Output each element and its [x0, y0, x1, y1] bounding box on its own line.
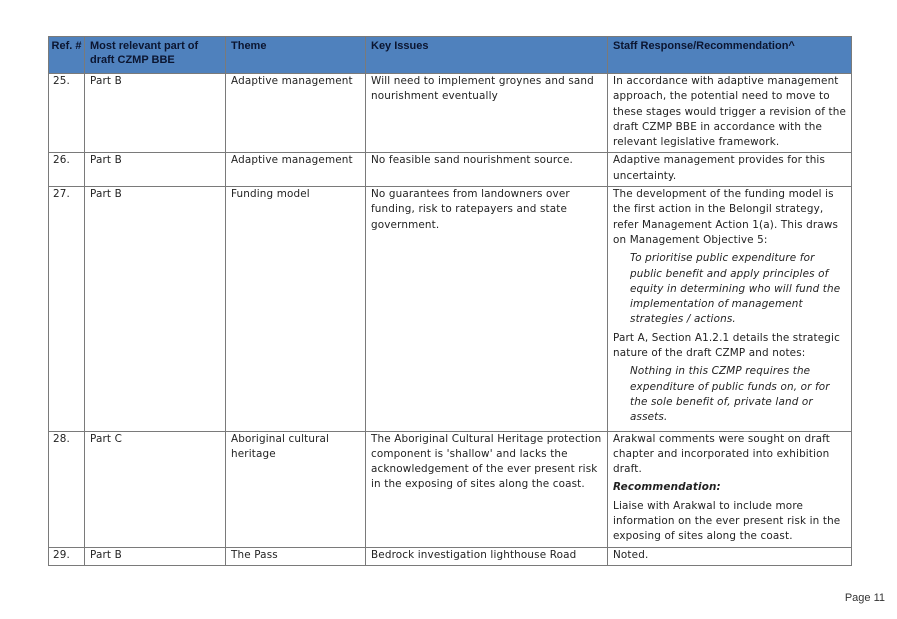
cell-part: Part B — [85, 153, 226, 187]
cell-issue: Bedrock investigation lighthouse Road — [366, 547, 608, 565]
table-row — [49, 431, 852, 547]
header-theme: Theme — [226, 37, 366, 74]
cell-ref: 28. — [49, 431, 85, 547]
cell-ref: 29. — [49, 547, 85, 565]
cell-part: Part B — [85, 547, 226, 565]
cell-part: Part C — [85, 431, 226, 547]
header-response: Staff Response/Recommendation^ — [608, 37, 852, 74]
cell-ref: 26. — [49, 153, 85, 187]
header-ref: Ref. # — [49, 37, 85, 74]
table-header — [49, 37, 852, 74]
response-paragraph: Part A, Section A1.2.1 details the strategic nature of the draft CZMP and notes: — [613, 331, 840, 360]
cell-response: Noted. — [608, 547, 852, 565]
cell-issue: The Aboriginal Cultural Heritage protection component is 'shallow' and lacks the acknowledgement of the ever present risk in the exposing of sites along the coast. — [366, 431, 608, 547]
cell-part: Part B — [85, 187, 226, 431]
cell-theme: The Pass — [226, 547, 366, 565]
header-part: Most relevant part of draft CZMP BBE — [85, 37, 226, 74]
response-paragraph: Arakwal comments were sought on draft chapter and incorporated into exhibition draft. — [613, 432, 831, 476]
cell-response — [608, 187, 852, 431]
cell-response — [608, 431, 852, 547]
cell-part: Part B — [85, 74, 226, 153]
page-number: Page 11 — [844, 592, 885, 604]
cell-ref: 25. — [49, 74, 85, 153]
header-issues: Key Issues — [366, 37, 608, 74]
response-paragraph: Liaise with Arakwal to include more information on the ever present risk in the exposing of sites along the coast. — [613, 499, 841, 543]
cell-theme: Adaptive management — [226, 153, 366, 187]
cell-issue: No feasible sand nourishment source. — [366, 153, 608, 187]
response-quote: To prioritise public expenditure for public benefit and apply principles of equity in determining who will fund the implementation of management strategies / actions. — [630, 252, 841, 326]
recommendation-heading: Recommendation: — [613, 481, 721, 494]
cell-response: In accordance with adaptive management approach, the potential need to move to these stages would trigger a revision of the draft CZMP BBE in accordance with the relevant legislative framework. — [608, 74, 852, 153]
cell-response: Adaptive management provides for this uncertainty. — [608, 153, 852, 187]
cell-issue: No guarantees from landowners over funding, risk to ratepayers and state government. — [366, 187, 608, 431]
table-row — [49, 153, 852, 187]
submissions-table — [48, 36, 852, 566]
cell-ref: 27. — [49, 187, 85, 431]
cell-theme: Funding model — [226, 187, 366, 431]
table-row — [49, 547, 852, 565]
table-row — [49, 187, 852, 431]
table-row — [49, 74, 852, 153]
cell-theme: Adaptive management — [226, 74, 366, 153]
cell-theme: Aboriginal cultural heritage — [226, 431, 366, 547]
response-paragraph: The development of the funding model is the first action in the Belongil strategy, refer Management Action 1(a). This draws on Management Objective 5: — [613, 188, 839, 246]
cell-issue: Will need to implement groynes and sand nourishment eventually — [366, 74, 608, 153]
header-row — [49, 37, 852, 74]
response-quote: Nothing in this CZMP requires the expenditure of public funds on, or for the sole benefit of, private land or assets. — [630, 365, 830, 424]
